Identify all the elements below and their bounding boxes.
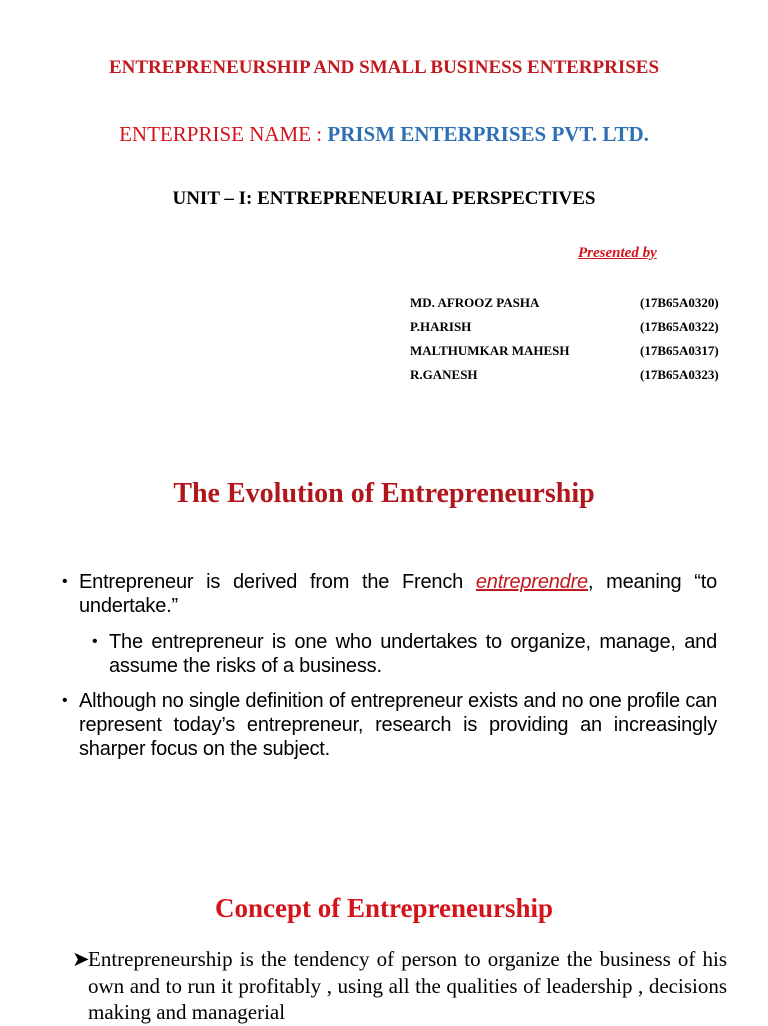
unit-title: UNIT – I: ENTREPRENEURIAL PERSPECTIVES xyxy=(172,188,596,209)
bullet-item xyxy=(62,689,717,761)
member-id: (17B65A0317) xyxy=(640,343,719,358)
enterprise-name-separator: : xyxy=(311,122,328,146)
enterprise-name-line xyxy=(0,122,768,147)
presented-by-label: Presented by xyxy=(578,245,657,261)
enterprise-name-value: PRISM ENTERPRISES PVT. LTD. xyxy=(327,122,649,146)
member-id: (17B65A0322) xyxy=(640,319,719,334)
bullet-item xyxy=(62,570,717,618)
bullet-dot-icon: • xyxy=(62,692,68,709)
member-name: P.HARISH xyxy=(410,319,472,334)
bullet-text-part: , meaning “to undertake.” xyxy=(79,571,717,617)
member-name: MALTHUMKAR MAHESH xyxy=(410,343,570,358)
bullet-text xyxy=(79,570,717,618)
french-term: entreprendre xyxy=(475,571,588,593)
concept-text: Entrepreneurship is the tendency of person to organize the business of his own and to run it profitably , using all the qualities of leadership , decisions making and managerial xyxy=(88,947,727,1024)
enterprise-name-label: ENTERPRISE NAME xyxy=(119,122,312,146)
course-title: ENTREPRENEURSHIP AND SMALL BUSINESS ENTERPRISES xyxy=(108,57,660,78)
member-name: MD. AFROOZ PASHA xyxy=(410,295,540,310)
section-heading-concept: Concept of Entrepreneurship xyxy=(214,893,553,923)
bullet-dot-icon: • xyxy=(92,633,98,650)
concept-paragraph xyxy=(72,946,727,1026)
sub-bullet-text: The entrepreneur is one who undertakes to organize, manage, and assume the risks of a business. xyxy=(109,631,717,677)
bullet-text-part: Entrepreneur is derived from the French xyxy=(79,571,476,593)
member-id: (17B65A0320) xyxy=(640,295,719,310)
sub-bullet-item xyxy=(92,630,717,678)
member-id: (17B65A0323) xyxy=(640,367,719,382)
member-name: R.GANESH xyxy=(410,367,478,382)
arrow-bullet-icon: ➤ xyxy=(72,947,90,971)
bullet-text: Although no single definition of entrepreneur exists and no one profile can represent today’s entrepreneur, research is providing an increasingly sharper focus on the subject. xyxy=(79,690,717,760)
bullet-dot-icon: • xyxy=(62,573,68,590)
section-heading-evolution: The Evolution of Entrepreneurship xyxy=(173,478,595,509)
